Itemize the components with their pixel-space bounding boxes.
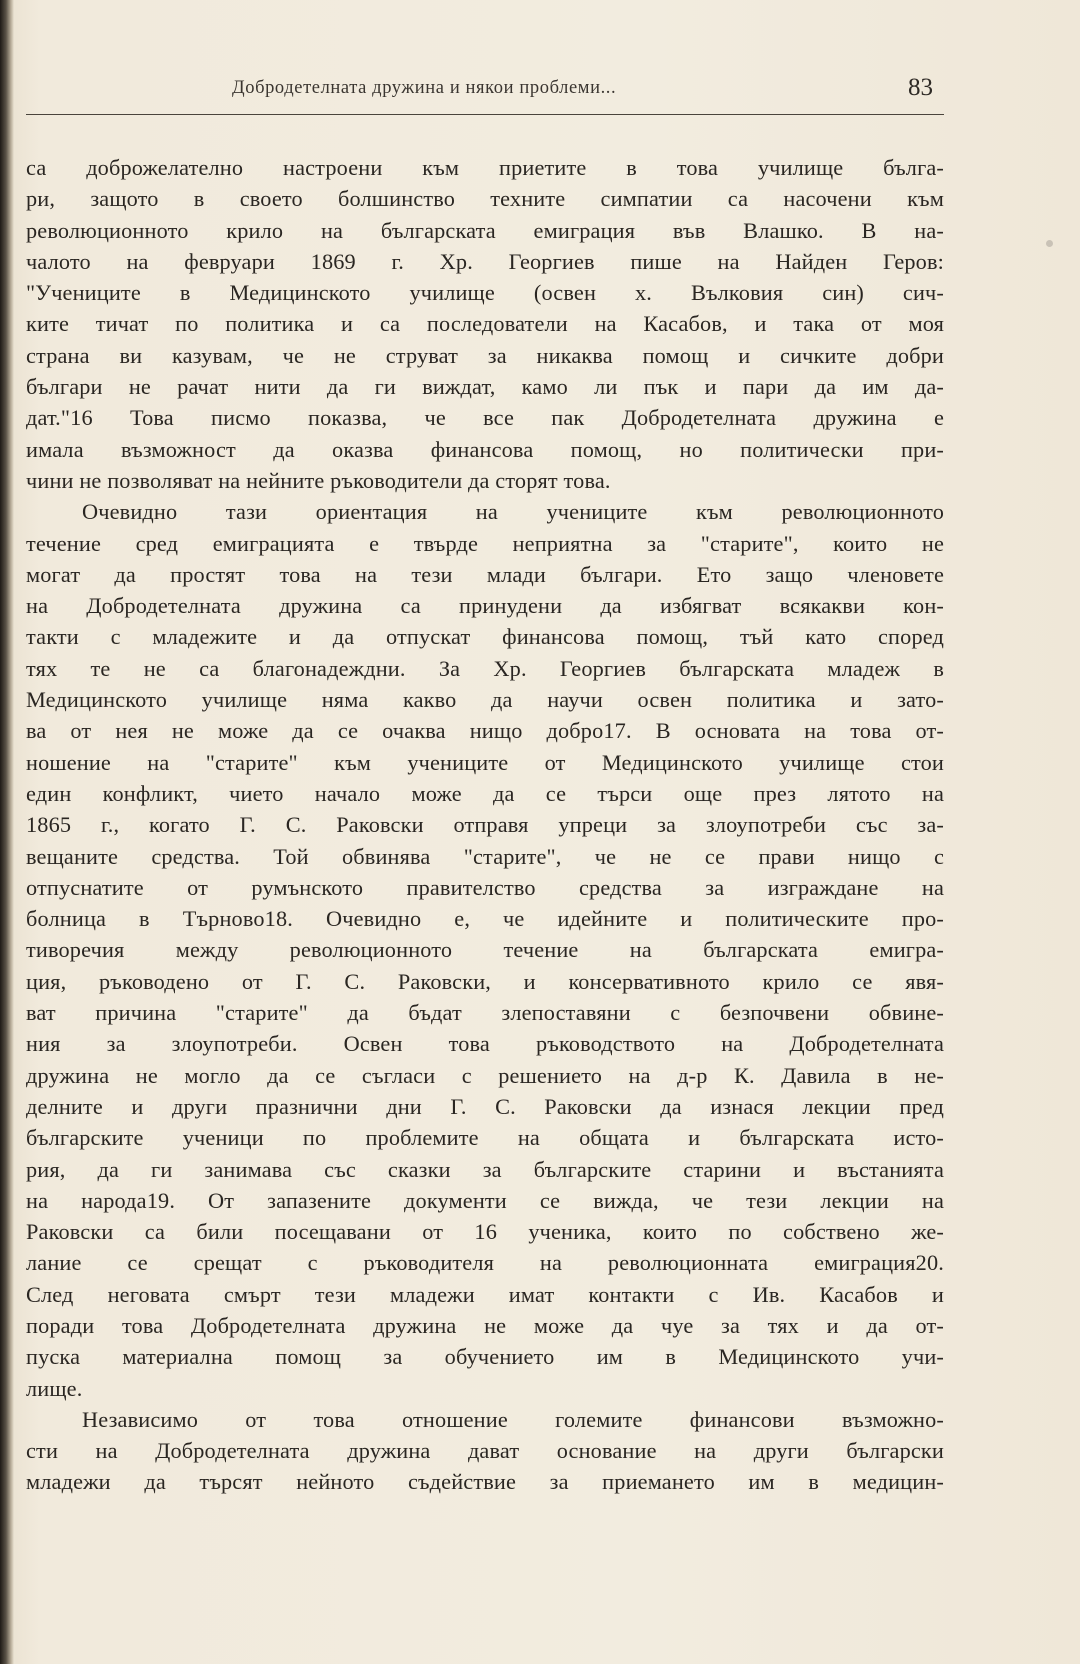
text-line: такти с младежите и да отпускат финансова помощ, тъй като според — [26, 624, 944, 650]
text-line: ват причина "старите" да бъдат злепоставяни с безпочвени обвине- — [26, 1000, 944, 1026]
text-line: течение сред емиграцията е твърде неприятна за "старите", които не — [26, 530, 944, 556]
text-line: делните и други празнични дни Г. С. Раковски да изнася лекции пред — [26, 1093, 944, 1119]
text-line: вещаните средства. Той обвинява "старите", че не се прави нищо с — [26, 843, 944, 869]
text-line: пуска материална помощ за обучението им в Медицинското учи- — [26, 1344, 944, 1370]
text-line: могат да простят това на тези млади българи. Ето защо членовете — [26, 561, 944, 587]
text-line: сти на Добродетелната дружина дават основание на други български — [26, 1438, 944, 1464]
text-line: чини не позволяват на нейните ръководители да сторят това. — [26, 467, 611, 493]
text-line: След неговата смърт тези младежи имат контакти с Ив. Касабов и — [26, 1281, 944, 1307]
text-line: Независимо от това отношение големите финансови възможно- — [82, 1406, 944, 1432]
text-line: рия, да ги занимава със сказки за българските старини и въстанията — [26, 1156, 944, 1182]
text-line: ри, защото в своето болшинство техните симпатии са насочени към — [26, 186, 944, 212]
text-line: тиворечия между революционното течение на българската емигра- — [26, 937, 944, 963]
text-line: българските ученици по проблемите на общата и българската исто- — [26, 1125, 944, 1151]
text-line: ките тичат по политика и са последователи на Касабов, и така от моя — [26, 311, 944, 337]
text-line: са доброжелателно настроени към приетите в това училище бълга- — [26, 155, 944, 180]
text-line: Раковски са били посещавани от 16 ученика, които по собствено же- — [26, 1219, 944, 1245]
text-line: на Добродетелната дружина са принудени да избягват всякакви кон- — [26, 593, 944, 619]
text-line: 1865 г., когато Г. С. Раковски отправя упреци за злоупотреби със за- — [26, 812, 944, 838]
text-line: един конфликт, чието начало може да се търси още през лятото на — [26, 780, 944, 806]
text-line: на народа19. От запазените документи се вижда, че тези лекции на — [26, 1187, 944, 1213]
text-line: ция, ръководено от Г. С. Раковски, и консервативното крило се явя- — [26, 968, 944, 994]
text-line: Очевидно тази ориентация на учениците към революционното — [82, 499, 944, 525]
paper-speck — [1046, 240, 1053, 247]
text-line: болница в Търново18. Очевидно е, че идейните и политическите про- — [26, 906, 944, 932]
text-line: поради това Добродетелната дружина не може да чуе за тях и да от- — [26, 1312, 944, 1338]
text-line: ва от нея не може да се очаква нищо добро17. В основата на това от- — [26, 718, 944, 744]
text-line: лание се срещат с ръководителя на революционната емиграция20. — [26, 1250, 944, 1276]
text-line: българи не рачат нити да ги виждат, камо ли пък и пари да им да- — [26, 374, 944, 400]
text-line: "Учениците в Медицинското училище (освен х. Вълковия син) сич- — [26, 280, 944, 306]
running-title: Добродетелната дружина и някои проблеми... — [232, 78, 617, 98]
text-line: революционното крило на българската емиграция във Влашко. В на- — [26, 217, 944, 243]
text-line: дат."16 Това писмо показва, че все пак Добродетелната дружина е — [26, 405, 944, 431]
book-spine-shadow — [0, 0, 14, 1664]
page-number: 83 — [908, 74, 933, 101]
text-line: лище. — [26, 1375, 83, 1401]
text-line: тях те не са благонадеждни. За Хр. Георгиев българската младеж в — [26, 655, 944, 681]
text-line: отпуснатите от румънското правителство средства за изграждане на — [26, 874, 944, 900]
text-line: Медицинското училище няма какво да научи освен политика и зато- — [26, 687, 944, 713]
header-rule — [26, 114, 944, 115]
text-line: ния за злоупотреби. Освен това ръководството на Добродетелната — [26, 1031, 944, 1057]
text-line: ношение на "старите" към учениците от Медицинското училище стои — [26, 749, 944, 775]
text-line: имала възможност да оказва финансова помощ, но политически при- — [26, 436, 944, 462]
text-line: младежи да търсят нейното съдействие за приемането им в медицин- — [26, 1469, 944, 1495]
text-line: страна ви казувам, че не струват за никаква помощ и сичките добри — [26, 342, 944, 368]
body-text — [26, 152, 944, 1498]
text-line: чалото на февруари 1869 г. Хр. Георгиев пише на Найден Геров: — [26, 248, 944, 274]
text-line: дружина не могло да се съгласи с решението на д-р К. Давила в не- — [26, 1062, 944, 1088]
